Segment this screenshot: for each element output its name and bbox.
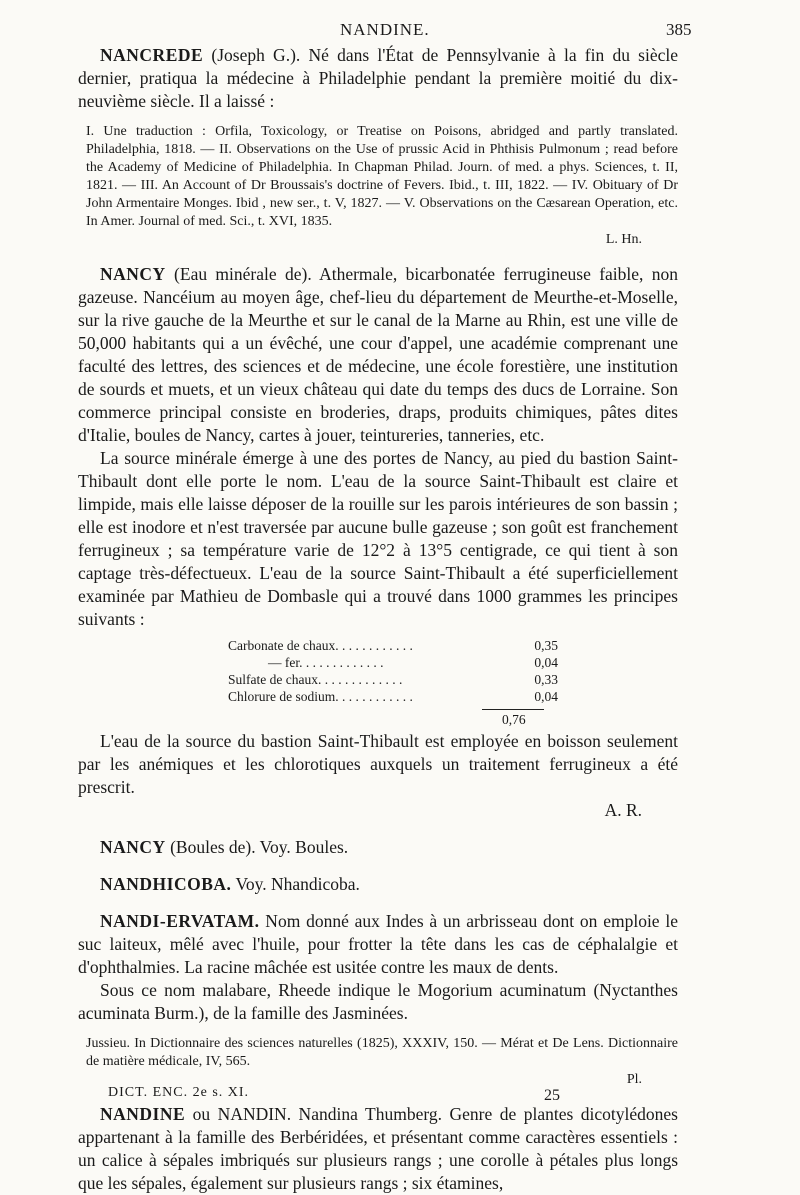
composition-total: 0,76 [502,712,526,727]
composition-label: Carbonate de chaux. . . . . . . . . . . . [228,638,413,653]
entry-text: (Joseph G.). Né dans l'État de Pennsylvanie à la fin du siècle dernier, pratiqua la médecine à Philadelphie pendant la première moitié du dix-neuvième siècle. Il a laissé : [78,45,678,111]
composition-label: — fer. . . . . . . . . . . . . [268,655,384,670]
entry-nandine [78,1103,678,1195]
entry-text: (Boules de). Voy. Boules. [165,837,349,857]
entry-references: I. Une traduction : Orfila, Toxicology, or Treatise on Poisons, abridged and partly translated. Philadelphia, 1818. — II. Observations on the Use of prussic Acid in Phthisis Pulmonum ; read before the Academy of Medicine of Philadelphia. In Chapman Philad. Journ. of med. a phys. Sciences, t. II, 1821. — III. An Account of Dr Broussais's doctrine of Fevers. Ibid., t. III, 1822. — IV. Obituary of Dr John Armentaire Monges. Ibid , new ser., t. V, 1827. — V. Observations on the Cæsarean Operation, etc. In Amer. Journal of med. Sci., t. XVI, 1835. [86,124,678,229]
composition-value: 0,04 [534,655,558,670]
entry-text: ou NANDIN. Nandina Thumberg. Genre de plantes dicotylédones appartenant à la famille des Berbéridées, et présentant comme caractères essentiels : un calice à sépales imbriqués sur plusieurs rangs ; une corolle à pétales plus longs que les sépales, également sur plusieurs rangs ; six étamines, [78,1104,678,1193]
entry-paragraph: La source minérale émerge à une des portes de Nancy, au pied du bastion Saint-Thibault dont elle porte le nom. L'eau de la source Saint-Thibault est claire et limpide, mais elle laisse déposer de la rouille sur les parois intérieures de son bassin ; elle est inodore et n'est traversée par aucune bulle gazeuse ; son goût est franchement ferrugineux ; sa température varie de 12°2 à 13°5 centigrade, ce qui tient à son captage très-défectueux. L'eau de la source Saint-Thibault a été superficiellement examinée par Mathieu de Dombasle qui a trouvé dans 1000 grammes les principes suivants : [78,448,678,629]
entry-references: Jussieu. In Dictionnaire des sciences naturelles (1825), XXXIV, 150. — Mérat et De Lens. Dictionnaire de matière médicale, IV, 565. [86,1036,678,1069]
composition-value: 0,04 [534,689,558,704]
entry-nandi-ervatam [78,910,678,1089]
entry-head: NANCY [100,264,166,284]
table-row [228,637,558,654]
entry-paragraph: Sous ce nom malabare, Rheede indique le Mogorium acuminatum (Nyctanthes acuminata Burm.), de la famille des Jasminées. [78,980,678,1023]
entry-head: NANCREDE [100,45,204,65]
sheet-number: 25 [544,1087,560,1104]
composition-label: Sulfate de chaux. . . . . . . . . . . . . [228,672,403,687]
table-row [228,654,558,671]
entry-head: NANCY [100,837,166,857]
composition-table [228,637,558,705]
entry-head: NANDINE [100,1104,186,1124]
composition-value: 0,33 [534,672,558,687]
entry-signature: A. R. [604,800,642,820]
entry-head: NANDHICOBA. [100,874,232,894]
composition-label: Chlorure de sodium. . . . . . . . . . . . [228,689,413,704]
table-row [228,671,558,688]
table-row [228,688,558,705]
signature-mark: DICT. ENC. 2e s. XI. [108,1085,250,1100]
running-title: NANDINE. [340,20,430,39]
entry-nancy-boules [78,836,678,859]
composition-value: 0,35 [534,638,558,653]
entry-nandhicoba [78,873,678,896]
page-number: 385 [666,20,692,39]
entry-signature: Pl. [626,1072,642,1087]
entry-text: (Eau minérale de). Athermale, bicarbonatée ferrugineuse faible, non gazeuse. Nancéium au moyen âge, chef-lieu du département de Meurthe-et-Moselle, sur la rive gauche de la Meurthe et sur le canal de la Marne au Rhin, est une ville de 50,000 habitants qui a un évêché, une cour d'appel, une académie comprenant une faculté des lettres, des sciences et de médecine, une école forestière, une institution de sourds et muets, et un vieux château qui date du temps des ducs de Lorraine. Son commerce principal consiste en broderies, draps, produits chimiques, pâtes dites d'Italie, boules de Nancy, cartes à jouer, teintureries, tanneries, etc. [78,264,678,445]
entry-paragraph: L'eau de la source du bastion Saint-Thibault est employée en boisson seulement par les anémiques et les chlorotiques auxquels un traitement ferrugineux a été prescrit. [78,731,678,797]
page [78,14,692,1195]
entry-signature: L. Hn. [605,232,642,247]
page-header [78,14,692,44]
entry-text: Nom donné aux Indes à un arbrisseau dont on emploie le suc laiteux, mêlé avec l'huile, pour frotter la tête dans les cas de céphalalgie et d'ophthalmies. La racine mâchée est usitée contre les maux de dents. [78,911,678,977]
entry-nancrede [78,44,678,249]
entry-head: NANDI-ERVATAM. [100,911,260,931]
entry-text: Voy. Nhandicoba. [231,874,360,894]
entry-nancy-eau [78,263,678,822]
